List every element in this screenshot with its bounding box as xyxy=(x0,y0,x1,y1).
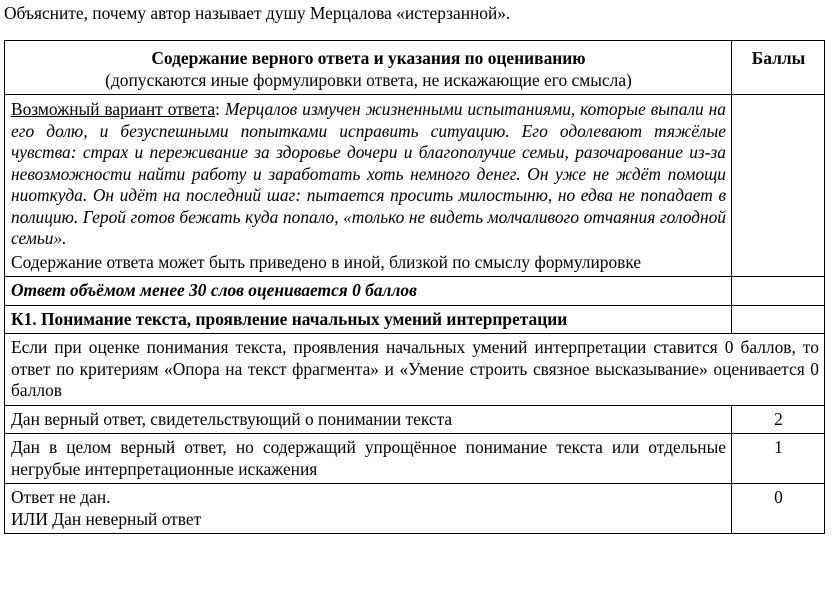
header-title: Содержание верного ответа и указания по оцениванию xyxy=(151,48,586,68)
header-subtitle: (допускаются иные формулировки ответа, не искажающие его смысла) xyxy=(105,69,632,90)
score-row-2 xyxy=(5,405,825,434)
criterion-note: Если при оценке понимания текста, проявления начальных умений интерпретации ставится 0 баллов, то ответ по критериям «Опора на текст фрагмента» и «Умение строить связное высказывание» оценивается 0 баллов xyxy=(5,334,825,406)
answer-label: Возможный вариант ответа xyxy=(11,99,216,119)
score-row-1 xyxy=(5,434,825,484)
answer-note: Содержание ответа может быть приведено в иной, близкой по смыслу формулировке xyxy=(11,251,642,272)
score-points-0: 0 xyxy=(732,484,825,534)
answer-points-cell xyxy=(732,95,825,277)
score-points-1: 1 xyxy=(732,434,825,484)
score-points-2: 2 xyxy=(732,405,825,434)
answer-row xyxy=(5,95,825,277)
answer-colon: : xyxy=(215,99,225,119)
criterion-title: К1. Понимание текста, проявление начальных умений интерпретации xyxy=(5,305,732,334)
score-text-2: Дан верный ответ, свидетельствующий о понимании текста xyxy=(5,405,732,434)
header-row xyxy=(5,41,825,95)
criterion-row xyxy=(5,305,825,334)
answer-text: Мерцалов измучен жизненными испытаниями, которые выпали на его долю, и безуспешными попытками исправить ситуацию. Его одолевают тяжёлые чувства: страх и переживание за здоровье дочери и благополучие семьи, разочарование из-за невозможности найти работу и заработать хоть немного денег. Он уже не ждёт помощи ниоткуда. Он идёт на последний шаг: пытается просить милостыню, но едва не попадает в полицию. Герой готов бежать куда попало, «только не видеть молчаливого отчаяния голодной семьи». xyxy=(11,99,726,248)
question-text: Объясните, почему автор называет душу Мерцалова «истерзанной». xyxy=(4,3,511,23)
header-points: Баллы xyxy=(732,41,825,95)
score-text-0-line2: ИЛИ Дан неверный ответ xyxy=(11,508,202,529)
answer-paragraph xyxy=(11,99,726,250)
criterion-points-cell xyxy=(732,305,825,334)
header-content-cell xyxy=(5,41,732,95)
grading-table xyxy=(4,40,825,534)
min-words-rule: Ответ объёмом менее 30 слов оценивается 0 баллов xyxy=(5,277,732,306)
answer-cell xyxy=(5,95,732,277)
min-words-points-cell xyxy=(732,277,825,306)
score-text-1: Дан в целом верный ответ, но содержащий упрощённое понимание текста или отдельные негрубые интерпретационные искажения xyxy=(5,434,732,484)
min-words-row xyxy=(5,277,825,306)
criterion-note-row xyxy=(5,334,825,406)
score-text-0-line1: Ответ не дан. xyxy=(11,487,111,507)
score-text-0 xyxy=(5,484,732,534)
score-row-0 xyxy=(5,484,825,534)
